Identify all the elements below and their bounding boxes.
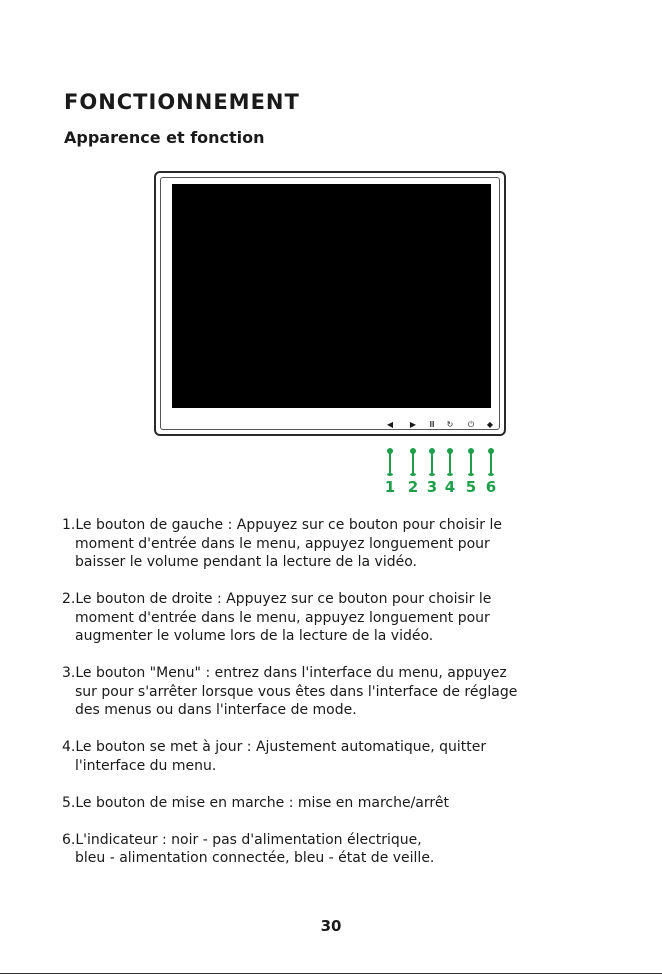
list-item [62, 664, 622, 720]
callout-number-1: 1 [384, 478, 396, 496]
refresh-icon: ↻ [446, 420, 454, 429]
page-number: 30 [320, 917, 342, 935]
item-text: l'interface du menu. [75, 757, 217, 774]
callout-number-5: 5 [465, 478, 477, 496]
callout-number-4: 4 [444, 478, 456, 496]
left-arrow-icon: ◀ [386, 420, 394, 429]
item-text: augmenter le volume lors de la lecture de la vidéo. [75, 628, 434, 644]
item-text: 2.Le bouton de droite : Appuyez sur ce bouton pour choisir le [62, 591, 492, 607]
list-item [62, 738, 622, 775]
bottom-divider [0, 973, 662, 974]
list-item [62, 794, 622, 813]
function-list [62, 516, 622, 886]
callout-number-3: 3 [426, 478, 438, 496]
item-text: moment d'entrée dans le menu, appuyez longuement pour [75, 535, 490, 552]
item-text: moment d'entrée dans le menu, appuyez longuement pour [75, 609, 490, 626]
callout-number-6: 6 [485, 478, 497, 496]
section-subtitle: Apparence et fonction [64, 128, 265, 147]
item-text: 1.Le bouton de gauche : Appuyez sur ce bouton pour choisir le [62, 517, 502, 533]
list-item [62, 590, 622, 646]
item-text: baisser le volume pendant la lecture de la vidéo. [75, 554, 417, 570]
item-text: 3.Le bouton "Menu" : entrez dans l'interface du menu, appuyez [62, 665, 507, 681]
monitor-screen [172, 184, 491, 408]
right-arrow-icon: ▶ [409, 420, 417, 429]
indicator-icon: ◆ [486, 420, 494, 429]
item-text: bleu - alimentation connectée, bleu - état de veille. [75, 850, 435, 866]
item-text: des menus ou dans l'interface de mode. [75, 702, 357, 718]
menu-icon: Ⅲ [429, 420, 435, 429]
list-item [62, 831, 622, 868]
callout-number-2: 2 [407, 478, 419, 496]
list-item [62, 516, 622, 572]
item-text: sur pour s'arrêter lorsque vous êtes dans l'interface de réglage [75, 683, 518, 700]
page-title: FONCTIONNEMENT [64, 90, 300, 114]
power-icon: ⏻ [467, 420, 475, 429]
item-text: 4.Le bouton se met à jour : Ajustement automatique, quitter [62, 739, 487, 755]
item-text: 5.Le bouton de mise en marche : mise en marche/arrêt [62, 794, 449, 811]
item-text: 6.L'indicateur : noir - pas d'alimentation électrique, [62, 831, 422, 848]
